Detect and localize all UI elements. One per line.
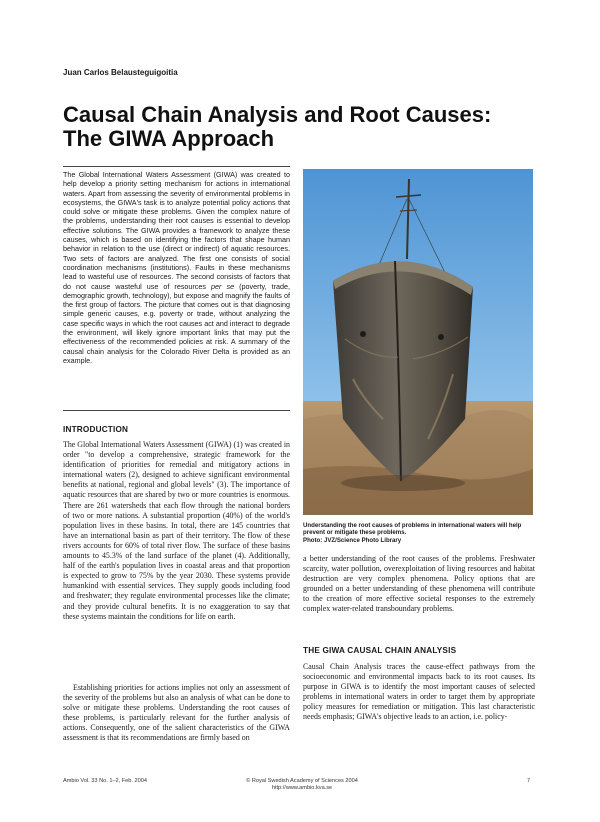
giwa-section-paragraph: Causal Chain Analysis traces the cause-effect pathways from the socioeconomic and environmental impacts back to its root causes. Its purpose in GIWA is to identify the most important causes of selected problems in international waters in order to target them by appropriate policy measures for remediation or mitigation. This last characteristic needs emphasis; GIWA's objective leads to an action, i.e. policy-	[303, 662, 535, 722]
author-name: Juan Carlos Belausteguigoitia	[63, 68, 178, 77]
introduction-continuation: a better understanding of the root causes of the problems. Freshwater scarcity, water pollution, overexploitation of living resources and habitat destruction are very complex phenomena. Policy options that are grounded on a better understanding of these phenomena will contribute to the creation of more effective societal responses to the extremely complex water-related transboundary problems.	[303, 554, 535, 614]
title-line-1: Causal Chain Analysis and Root Causes:	[63, 102, 492, 127]
introduction-paragraph-1: The Global International Waters Assessment (GIWA) (1) was created in order "to develop a comprehensive, strategic framework for the identification of priorities for remedial and mitigatory actions in international waters (2), designed to achieve significant environmental benefits at national, regional and global levels" (3). The importance of aquatic resources that are shared by two or more countries is enormous. There are 261 watersheds that each flow through the national borders of two or more nations. A substantial proportion (40%) of the world's population lives in these basins. In total, there are 145 countries that have an international basin as part of their territory. The flow of these rivers accounts for 60% of total river flow. The surface of these basins amounts to 45.3% of the land surface of the planet (4). Additionally, half of the earth's population lives in coastal areas and that proportion is expected to grow to 75% by the year 2030. These systems provide humankind with essential services. They supply goods including food and freshwater; they regulate environmental processes like the climate; and they provide cultural benefits. It is no exaggeration to say that these systems maintain the conditions for life on earth.	[63, 440, 290, 621]
giwa-section-heading: THE GIWA CAUSAL CHAIN ANALYSIS	[303, 646, 457, 655]
caption-text: Understanding the root causes of problems in international waters will help prevent or mitigate these problems.	[303, 522, 522, 537]
introduction-heading: INTRODUCTION	[63, 425, 129, 434]
photo-credit: Photo: JVZ/Science Photo Library	[303, 536, 402, 544]
footer-url: http://www.ambio.kva.se	[271, 784, 333, 791]
footer-copyright: © Royal Swedish Academy of Sciences 2004 http://www.ambio.kva.se	[246, 778, 358, 791]
title-line-2: The GIWA Approach	[63, 126, 275, 151]
introduction-paragraph-2: Establishing priorities for actions implies not only an assessment of the severity of the problems but also an analysis of what can be done to solve or mitigate these problems. Understanding the root causes of these problems, is particularly relevant for the further analysis of actions. Consequently, one of the salient characteristics of the GIWA assessment is that its recommendations are firmly based on	[63, 683, 290, 743]
abstract-top-rule	[63, 166, 290, 167]
article-title	[63, 103, 543, 151]
page-number: 7	[527, 778, 531, 784]
figure-photo	[303, 169, 533, 515]
abstract-emphasis: per se	[211, 281, 235, 291]
abstract: The Global International Waters Assessment (GIWA) was created to help develop a priority setting mechanism for actions in international waters. Apart from assessing the severity of environmental problems in ecosystems, the GIWA's task is to analyze potential policy actions that could solve or mitigate these problems. Given the complex nature of the problems, understanding their root causes is essential to develop effective solutions. The GIWA provides a framework to analyze these causes, which is based on identifying the factors that shape human behavior in relation to the use (direct or indirect) of aquatic resources. Two sets of factors are analyzed. The first one consists of social coordination mechanisms (institutions). Faults in these mechanisms lead to wasteful use of resources. The second consists of factors that do not cause wasteful use of resources per se (poverty, trade, demographic growth, technology), but expose and magnify the faults of the first group of factors. The picture that comes out is that diagnosing simple generic causes, e.g. poverty or trade, without analyzing the case specific ways in which the root causes act and interact to degrade the environment, will likely ignore important links that may put the effectiveness of the recommended policies at risk. A summary of the causal chain analysis for the Colorado River Delta is provided as an example.	[63, 170, 290, 365]
shipwreck-photo	[303, 169, 533, 515]
abstract-bottom-rule	[63, 410, 290, 411]
footer-journal: Ambio Vol. 33 No. 1–2, Feb. 2004	[63, 778, 147, 784]
figure-caption	[303, 522, 535, 544]
